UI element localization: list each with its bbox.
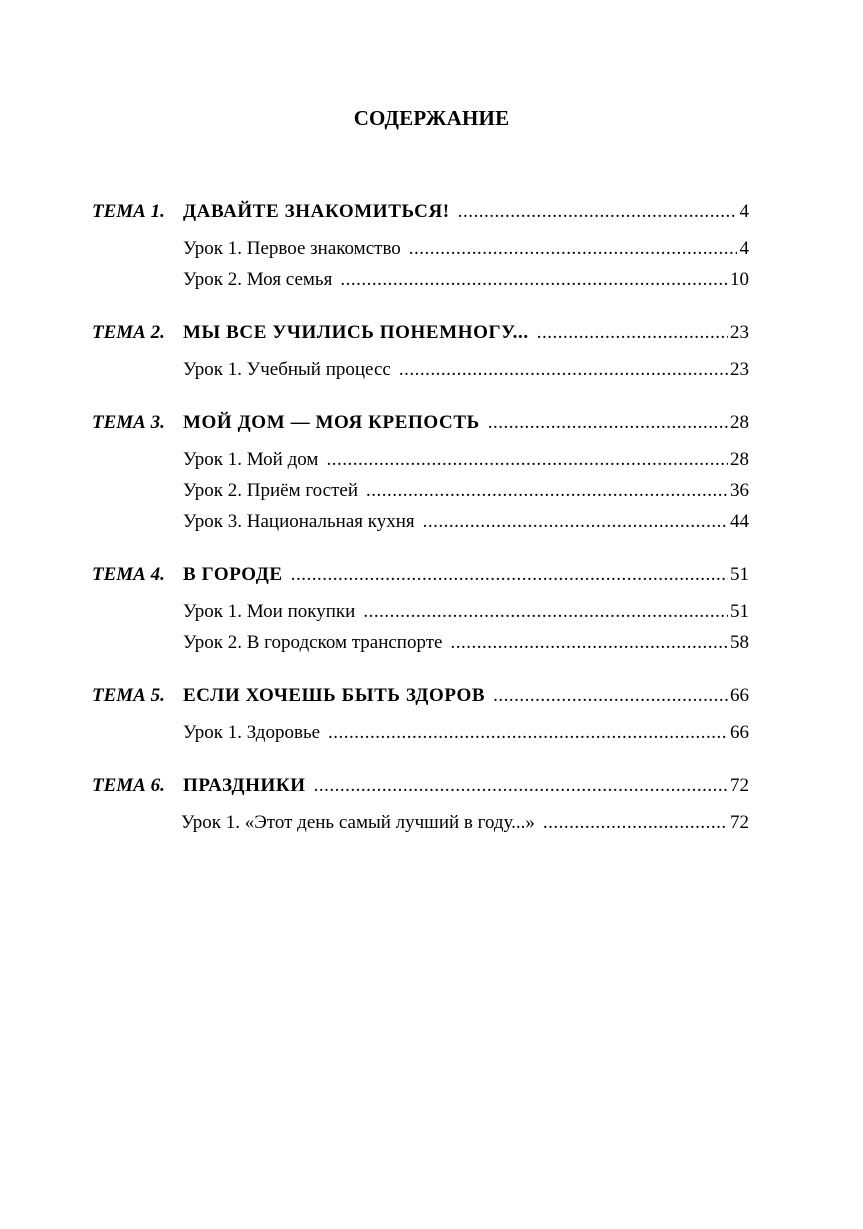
page-number: 66 (730, 685, 749, 706)
lesson-title: Урок 2. В городском транспорте (183, 632, 443, 653)
page-number: 4 (739, 238, 749, 259)
page-number: 10 (730, 269, 749, 290)
page-number: 23 (730, 359, 749, 380)
lesson-title: Урок 1. Здоровье (183, 722, 321, 743)
theme-number: ТЕМА 3. (92, 412, 165, 433)
dot-leader (488, 407, 728, 438)
lesson-title: Урок 3. Национальная кухня (183, 511, 415, 532)
dot-leader (340, 264, 728, 295)
toc-theme-entry[interactable] (92, 196, 749, 227)
page-number: 23 (730, 322, 749, 343)
lesson-title: Урок 1. Мои покупки (183, 601, 356, 622)
theme-title: В ГОРОДЕ (183, 564, 283, 585)
page-number: 44 (730, 511, 749, 532)
toc-lesson-entry[interactable] (92, 627, 749, 658)
page-title: СОДЕРЖАНИЕ (353, 106, 510, 130)
toc-lesson-entry[interactable] (92, 233, 749, 264)
dot-leader (399, 354, 728, 385)
theme-number: ТЕМА 6. (92, 775, 165, 796)
toc-theme-6 (92, 770, 749, 838)
dot-leader (409, 233, 737, 264)
dot-leader (363, 596, 728, 627)
toc-lesson-entry[interactable] (92, 475, 749, 506)
toc-lesson-entry[interactable] (92, 506, 749, 537)
lesson-title: Урок 1. «Этот день самый лучший в году...» (181, 812, 535, 833)
dot-leader (493, 680, 728, 711)
page-number: 66 (730, 722, 749, 743)
lesson-title: Урок 2. Приём гостей (183, 480, 358, 501)
page-number: 58 (730, 632, 749, 653)
toc-theme-5 (92, 680, 749, 748)
theme-title: МЫ ВСЕ УЧИЛИСЬ ПОНЕМНОГУ... (183, 322, 529, 343)
theme-number: ТЕМА 5. (92, 685, 165, 706)
page-number: 36 (730, 480, 749, 501)
toc-lesson-entry[interactable] (92, 717, 749, 748)
theme-title: ПРАЗДНИКИ (183, 775, 306, 796)
page-number: 28 (730, 449, 749, 470)
dot-leader (458, 196, 737, 227)
toc-lesson-entry[interactable] (92, 807, 749, 838)
theme-number: ТЕМА 2. (92, 322, 165, 343)
theme-title: ДАВАЙТЕ ЗНАКОМИТЬСЯ! (183, 201, 450, 222)
toc-theme-1 (92, 196, 749, 295)
page-number: 51 (730, 564, 749, 585)
page-number: 51 (730, 601, 749, 622)
lesson-title: Урок 1. Учебный процесс (183, 359, 391, 380)
dot-leader (450, 627, 728, 658)
lesson-title: Урок 1. Мой дом (183, 449, 319, 470)
dot-leader (543, 807, 728, 838)
page-number: 72 (730, 775, 749, 796)
dot-leader (326, 444, 728, 475)
toc-theme-3 (92, 407, 749, 537)
dot-leader (423, 506, 728, 537)
lesson-title: Урок 1. Первое знакомство (183, 238, 401, 259)
page-number: 4 (739, 201, 749, 222)
theme-number: ТЕМА 1. (92, 201, 165, 222)
toc-lesson-entry[interactable] (92, 354, 749, 385)
toc-theme-entry[interactable] (92, 317, 749, 348)
toc-theme-4 (92, 559, 749, 658)
toc-lesson-entry[interactable] (92, 596, 749, 627)
dot-leader (366, 475, 728, 506)
page-number: 28 (730, 412, 749, 433)
toc-theme-entry[interactable] (92, 559, 749, 590)
dot-leader (328, 717, 728, 748)
theme-number: ТЕМА 4. (92, 564, 165, 585)
toc-theme-entry[interactable] (92, 407, 749, 438)
toc-theme-2 (92, 317, 749, 385)
dot-leader (537, 317, 728, 348)
dot-leader (291, 559, 728, 590)
toc-theme-entry[interactable] (92, 680, 749, 711)
toc-lesson-entry[interactable] (92, 264, 749, 295)
lesson-title: Урок 2. Моя семья (183, 269, 333, 290)
page-number: 72 (730, 812, 749, 833)
table-of-contents (92, 196, 749, 860)
toc-lesson-entry[interactable] (92, 444, 749, 475)
toc-theme-entry[interactable] (92, 770, 749, 801)
dot-leader (314, 770, 728, 801)
theme-title: МОЙ ДОМ — МОЯ КРЕПОСТЬ (183, 412, 480, 433)
theme-title: ЕСЛИ ХОЧЕШЬ БЫТЬ ЗДОРОВ (183, 685, 486, 706)
